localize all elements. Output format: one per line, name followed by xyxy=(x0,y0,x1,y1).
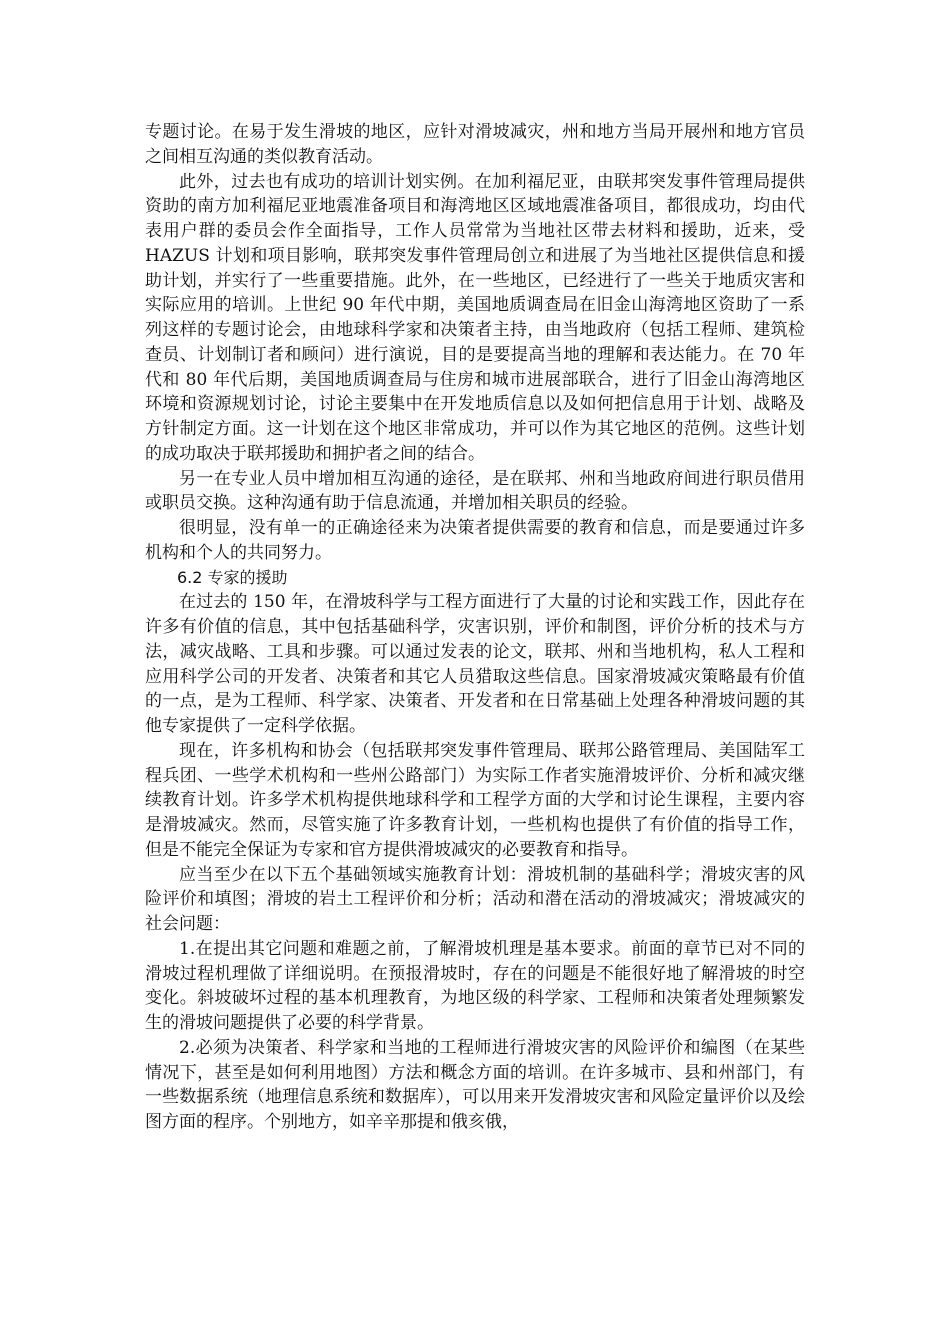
list-item-1: 1.在提出其它问题和难题之前，了解滑坡机理是基本要求。前面的章节已对不同的滑坡过程机理做了详细说明。在预报滑坡时，存在的问题是不能很好地了解滑坡的时空变化。斜坡破坏过程的基本机理教育，为地区级的科学家、工程师和决策者处理频繁发生的滑坡问题提供了必要的科学背景。 xyxy=(145,938,805,1033)
paragraph-agencies: 现在，许多机构和协会（包括联邦突发事件管理局、联邦公路管理局、美国陆军工程兵团、一些学术机构和一些州公路部门）为实际工作者实施滑坡评价、分析和减灾继续教育计划。许多学术机构提供地球科学和工程学方面的大学和讨论生课程，主要内容是滑坡减灾。然而，尽管实施了许多教育计划，一些机构也提供了有价值的指导工作，但是不能完全保证为专家和官方提供滑坡减灾的必要教育和指导。 xyxy=(145,740,805,860)
document-page xyxy=(145,120,805,1135)
paragraph-expert-info: 在过去的 150 年，在滑坡科学与工程方面进行了大量的讨论和实践工作，因此存在许多有价值的信息，其中包括基础科学，灾害识别，评价和制图，评价分析的技术与方法，减灾战略、工具和步骤。可以通过发表的论文，联邦、州和当地机构，私人工程和应用科学公司的开发者、决策者和其它人员猎取这些信息。国家滑坡减灾策略最有价值的一点，是为工程师、科学家、决策者、开发者和在日常基础上处理各种滑坡问题的其他专家提供了一定科学依据。 xyxy=(145,592,805,736)
paragraph-five-areas: 应当至少在以下五个基础领域实施教育计划：滑坡机制的基础科学；滑坡灾害的风险评价和填图；滑坡的岩土工程评价和分析；活动和潜在活动的滑坡减灾；滑坡减灾的社会问题： xyxy=(145,864,805,934)
list-item-2: 2.必须为决策者、科学家和当地的工程师进行滑坡灾害的风险评价和编图（在某些情况下，甚至是如何利用地图）方法和概念方面的培训。在许多城市、县和州部门，有一些数据系统（地理信息系统和数据库），可以用来开发滑坡灾害和风险定量评价以及绘图方面的程序。个别地方，如辛辛那提和俄亥俄， xyxy=(145,1037,805,1132)
paragraph-staff-exchange: 另一在专业人员中增加相互沟通的途径，是在联邦、州和当地政府间进行职员借用或职员交换。这种沟通有助于信息流通，并增加相关职员的经验。 xyxy=(145,468,805,514)
paragraph-continuation: 专题讨论。在易于发生滑坡的地区，应针对滑坡减灾，州和地方当局开展州和地方官员之间相互沟通的类似教育活动。 xyxy=(145,122,805,167)
section-heading: 6.2 专家的援助 xyxy=(177,567,288,587)
paragraph-conclusion: 很明显，没有单一的正确途径来为决策者提供需要的教育和信息，而是要通过许多机构和个人的共同努力。 xyxy=(145,518,805,563)
paragraph-training-examples: 此外，过去也有成功的培训计划实例。在加利福尼亚，由联邦突发事件管理局提供资助的南方加利福尼亚地震准备项目和海湾地区区域地震准备项目，都很成功，均由代表用户群的委员会作全面指导，工作人员常常为当地社区带去材料和援助，近来，受 HAZUS 计划和项目影响，联邦突发事件管理局创立和进展了为当地社区提供信息和援助计划，并实行了一些重要措施。此外，在一些地区，已经进行了一些关于地质灾害和实际应用的培训。上世纪 90 年代中期，美国地质调查局在旧金山海湾地区资助了一系列这样的专题讨论会，由地球科学家和决策者主持，由当地政府（包括工程师、建筑检查员、计划制订者和顾问）进行演说，目的是要提高当地的理解和表达能力。在 70 年代和 80 年代后期，美国地质调查局与住房和城市进展部联合，进行了旧金山海湾地区环境和资源规划讨论，讨论主要集中在开发地质信息以及如何把信息用于计划、战略及方针制定方面。这一计划在这个地区非常成功，并可以作为其它地区的范例。这些计划的成功取决于联邦援助和拥护者之间的结合。 xyxy=(145,171,805,464)
